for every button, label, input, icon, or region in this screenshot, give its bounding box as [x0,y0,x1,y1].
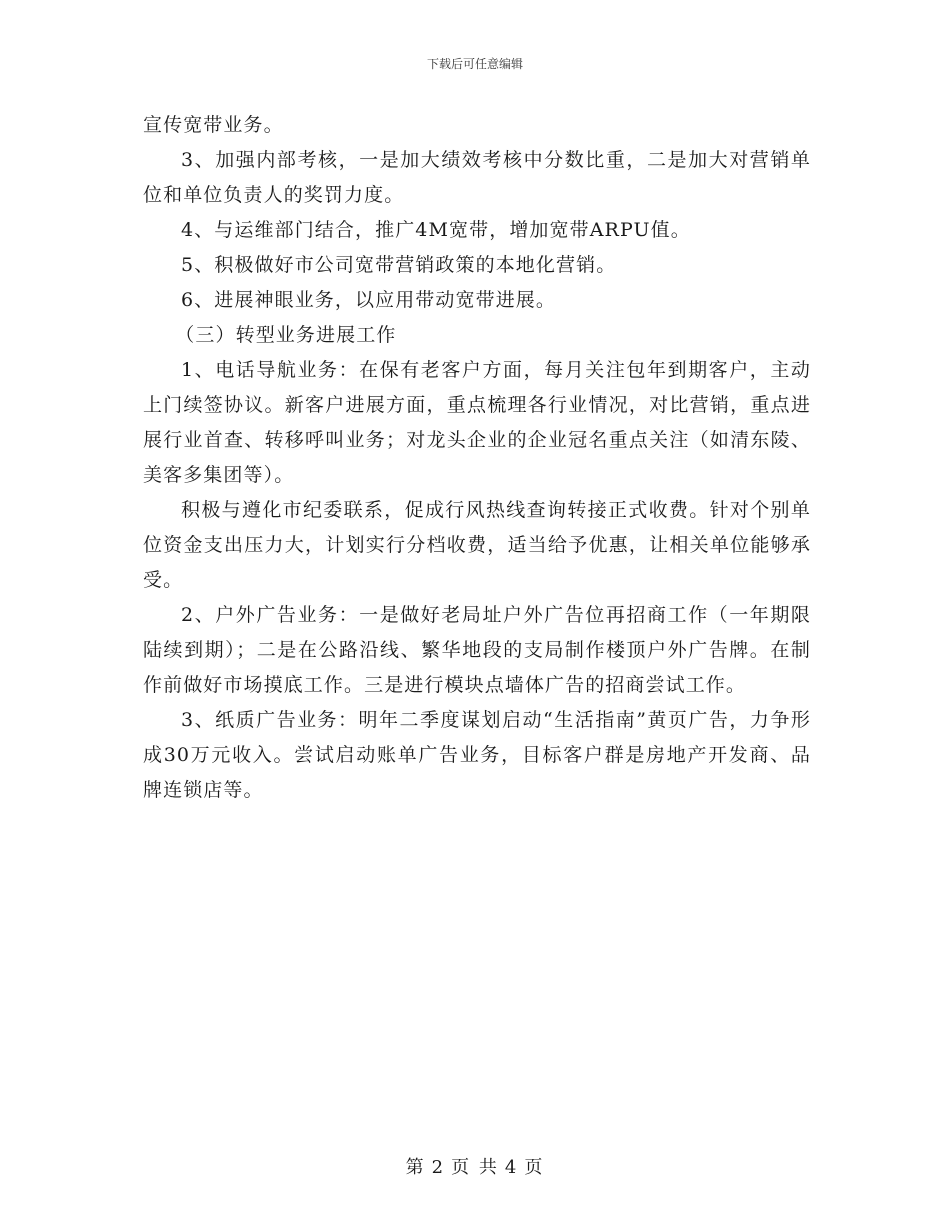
page-footer [0,1153,950,1179]
paragraph: 宣传宽带业务。 [143,114,284,136]
footer-total-pages: 4 [504,1157,519,1178]
paragraph: 2、户外广告业务：一是做好老局址户外广告位再招商工作（一年期限陆续到期）；二是在公路沿线、繁华地段的支局制作楼顶户外广告牌。在制作前做好市场摸底工作。三是进行模块点墙体广告的招商尝试工作。 [143,604,811,696]
paragraph: 3、加强内部考核，一是加大绩效考核中分数比重，二是加大对营销单位和单位负责人的奖罚力度。 [143,149,811,206]
document-body [143,108,811,808]
footer-suffix: 页 [524,1157,545,1178]
paragraph: 5、积极做好市公司宽带营销政策的本地化营销。 [181,254,617,276]
footer-prefix: 第 [405,1157,426,1178]
paragraph: 3、纸质广告业务：明年二季度谋划启动“生活指南”黄页广告，力争形成30万元收入。尝试启动账单广告业务，目标客户群是房地产开发商、品牌连锁店等。 [143,709,811,801]
paragraph: 6、进展神眼业务，以应用带动宽带进展。 [181,289,556,311]
paragraph: 1、电话导航业务：在保有老客户方面，每月关注包年到期客户，主动上门续签协议。新客户进展方面，重点梳理各行业情况，对比营销，重点进展行业首查、转移呼叫业务；对龙头企业的企业冠名重点关注（如清东陵、美客多集团等）。 [143,359,811,486]
paragraph: 积极与遵化市纪委联系，促成行风热线查询转接正式收费。针对个别单位资金支出压力大，计划实行分档收费，适当给予优惠，让相关单位能够承受。 [143,499,811,591]
paragraph: 4、与运维部门结合，推广4M宽带，增加宽带ARPU值。 [181,219,691,241]
footer-middle: 页 共 [451,1157,499,1178]
section-heading: （三）转型业务进展工作 [175,324,397,346]
footer-page-number: 2 [431,1157,446,1178]
page-header-note: 下载后可任意编辑 [426,57,523,71]
